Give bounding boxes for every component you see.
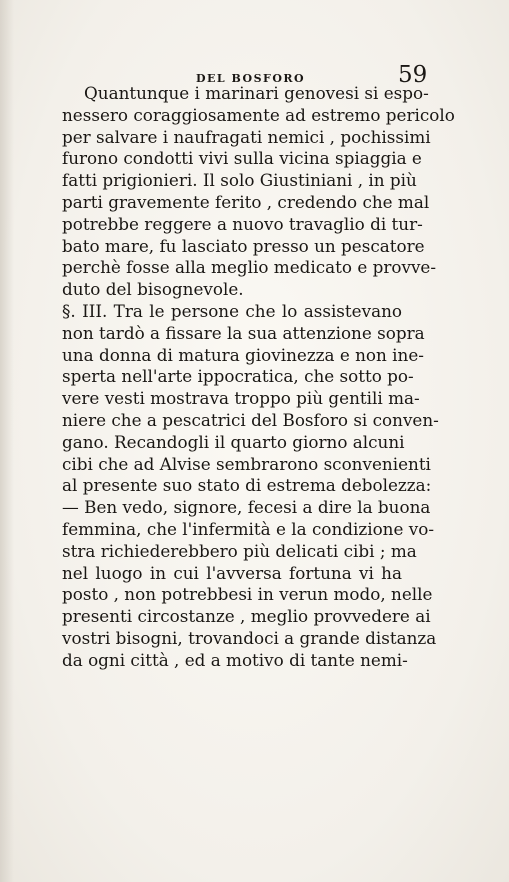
page-number: 59 — [398, 62, 428, 88]
text-line: vostri bisogni, trovandoci a grande distanza — [62, 627, 437, 648]
text-line: vere vesti mostrava troppo più gentili ma- — [62, 388, 420, 409]
text-line: posto , non potrebbesi in verun modo, nelle — [62, 584, 433, 605]
text-line: furono condotti vivi sulla vicina spiaggia e — [62, 148, 422, 169]
text-line: presenti circostanze , meglio provvedere ai — [62, 606, 431, 627]
text-line: sperta nell'arte ippocratica, che sotto po- — [62, 366, 414, 387]
text-line: parti gravemente ferito , credendo che mal — [62, 191, 430, 212]
running-head: DEL BOSFORO — [196, 72, 306, 85]
text-line: al presente suo stato di estrema debolezza: — [62, 475, 432, 496]
text-line: stra richiederebbero più delicati cibi ; ma — [62, 540, 417, 561]
text-line: nessero coraggiosamente ad estremo pericolo — [62, 104, 455, 125]
text-line: da ogni città , ed a motivo di tante nemi- — [62, 649, 408, 670]
section-heading-line: §. III. Tra le persone che lo assistevano — [62, 300, 402, 321]
text-line: fatti prigionieri. Il solo Giustiniani , in più — [62, 170, 417, 191]
text-line: potrebbe reggere a nuovo travaglio di tur- — [62, 213, 423, 234]
text-line: perchè fosse alla meglio medicato e provve- — [62, 257, 437, 278]
text-line: gano. Recandogli il quarto giorno alcuni — [62, 431, 405, 452]
text-line: cibi che ad Alvise sembrarono sconvenienti — [62, 453, 431, 474]
text-line: una donna di matura giovinezza e non ine- — [62, 344, 424, 365]
text-line: bato mare, fu lasciato presso un pescatore — [62, 235, 425, 256]
text-line: — Ben vedo, signore, fecesi a dire la buona — [62, 497, 431, 518]
text-line: femmina, che l'infermità e la condizione vo- — [62, 518, 434, 539]
text-line: nel luogo in cui l'avversa fortuna vi ha — [62, 562, 402, 583]
text-line: duto del bisognevole. — [62, 279, 244, 300]
text-line: non tardò a fissare la sua attenzione sopra — [62, 322, 425, 343]
text-line: niere che a pescatrici del Bosforo si conven- — [62, 409, 439, 430]
text-line: Quantunque i marinari genovesi si espo- — [84, 83, 429, 103]
text-line: per salvare i naufragati nemici , pochissimi — [62, 126, 431, 147]
body-text — [62, 83, 455, 672]
